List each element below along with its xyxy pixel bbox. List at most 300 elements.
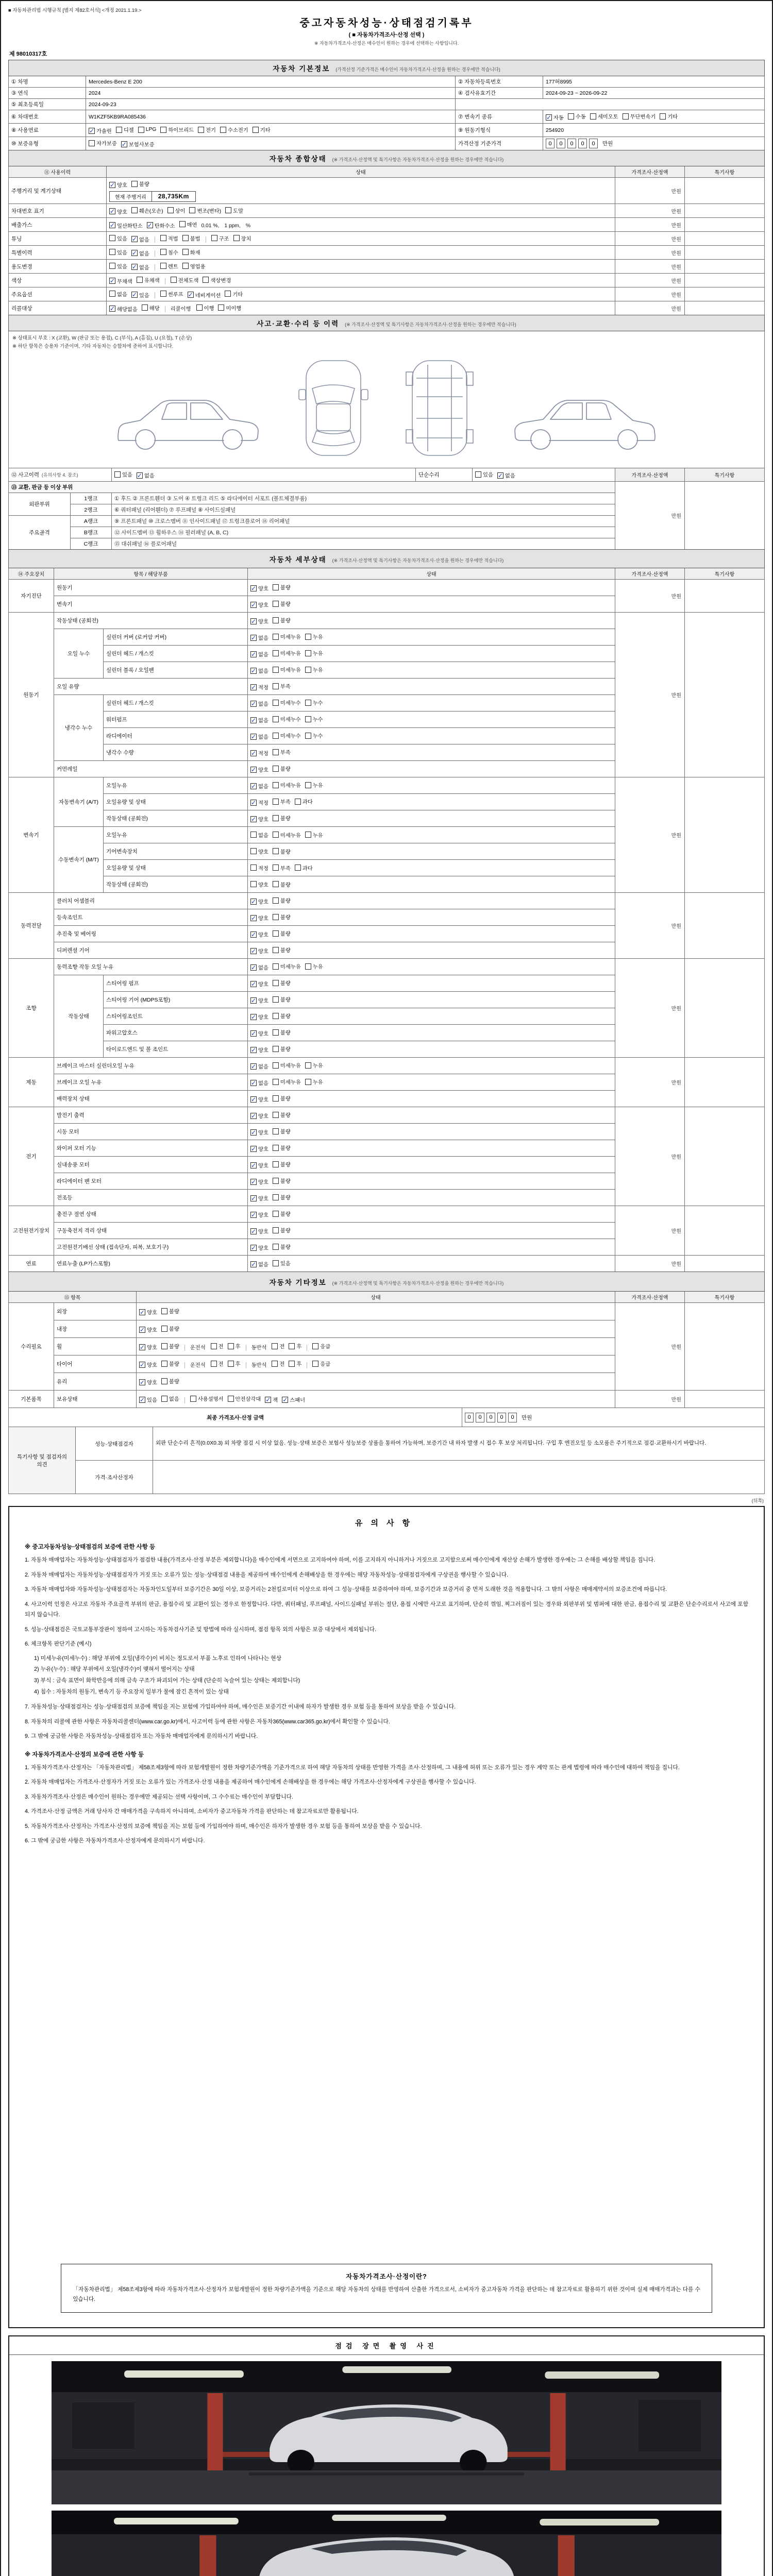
checkbox-양호[interactable] xyxy=(250,1013,268,1021)
checkbox-label: 없음 xyxy=(258,1064,268,1070)
checkbox-누유[interactable] xyxy=(305,666,323,673)
checkbox-불량[interactable] xyxy=(273,814,291,822)
state-checks xyxy=(248,975,615,992)
checkbox-후[interactable] xyxy=(228,1360,241,1367)
checkbox-미이행[interactable] xyxy=(218,304,241,312)
checkbox-일산화탄소[interactable] xyxy=(109,222,143,229)
checkbox-불량[interactable] xyxy=(273,979,291,987)
checkbox-있음[interactable] xyxy=(273,1259,291,1267)
checkbox-없음[interactable] xyxy=(497,471,515,479)
checkbox-양호[interactable] xyxy=(250,617,268,625)
table-row xyxy=(9,1107,765,1124)
checkbox-없음[interactable] xyxy=(250,831,268,839)
note-cell xyxy=(684,893,764,959)
rank-label: C랭크 xyxy=(71,538,112,550)
checkbox-잭[interactable] xyxy=(265,1396,278,1403)
checkbox-과다[interactable] xyxy=(295,798,313,805)
checkbox-불량[interactable] xyxy=(273,946,291,954)
checkbox-불량[interactable] xyxy=(273,583,291,591)
checkbox-세미오토[interactable] xyxy=(590,112,618,120)
checkbox-box-icon xyxy=(273,766,279,772)
item-label: 오일 유량 xyxy=(54,679,248,695)
checkbox-불량[interactable] xyxy=(273,765,291,772)
notice-item: 1. 자동차가격조사·산정자는 「자동차관리법」 제58조제3항에 따라 보험개발원이 정한 차량기준가액을 기준가격으로 하여 해당 자동차의 상태를 반영한 가격을 조사·산정하며, 그 내용에 허위 또는 오류가 있는 경우 계약 또는 관계 법령에 따라 매수인에 대하여 책임을 집니다. xyxy=(25,1764,680,1771)
table-row xyxy=(9,777,765,794)
checkbox-불량[interactable] xyxy=(161,1325,179,1332)
checkbox-누유[interactable] xyxy=(305,1061,323,1069)
checkbox-box-icon xyxy=(273,1029,279,1036)
checkbox-자가보증[interactable] xyxy=(89,139,117,147)
checkbox-label: 양호 xyxy=(258,768,268,773)
price-digit: 0 xyxy=(578,139,587,148)
checkbox-양호[interactable] xyxy=(250,1244,268,1251)
checkbox-미세누유[interactable] xyxy=(273,649,301,657)
checkbox-box-icon: ✓ xyxy=(137,471,142,479)
note-cell xyxy=(684,613,764,777)
checkbox-적정[interactable] xyxy=(250,799,268,806)
checkbox-전기[interactable] xyxy=(198,126,216,133)
checkbox-있음[interactable] xyxy=(131,291,149,299)
checkbox-양호[interactable] xyxy=(250,848,268,855)
price-cell: 만원 xyxy=(615,1391,684,1408)
checkbox-label: 전 xyxy=(279,1344,285,1350)
price-digit: 0 xyxy=(465,1413,474,1422)
checkbox-box-icon xyxy=(273,1079,279,1085)
checkbox-불량[interactable] xyxy=(273,1177,291,1184)
checkbox-없음[interactable] xyxy=(109,290,127,298)
car-diagram-band xyxy=(11,349,762,466)
price-cell: 만원 xyxy=(615,246,684,260)
checkbox-box-icon xyxy=(295,865,301,871)
checkbox-없음[interactable] xyxy=(131,249,149,257)
checkbox-box-icon: ✓ xyxy=(250,601,257,608)
inline-text: 운전석 xyxy=(190,1362,206,1368)
checkbox-유채색[interactable] xyxy=(137,276,160,284)
checkbox-없음[interactable] xyxy=(250,1079,268,1087)
checkbox-디젤[interactable] xyxy=(116,126,134,133)
checkbox-label: 자동 xyxy=(553,115,564,121)
checkbox-label: 화재 xyxy=(190,250,200,256)
checkbox-적정[interactable] xyxy=(250,749,268,757)
note-cell xyxy=(684,1256,764,1272)
checkbox-양호[interactable] xyxy=(250,996,268,1004)
checkbox-누수[interactable] xyxy=(305,699,323,706)
checkbox-label: 누유 xyxy=(312,964,323,970)
checkbox-box-icon: ✓ xyxy=(250,1046,257,1054)
final-price-digits xyxy=(465,1413,532,1422)
checkbox-불량[interactable] xyxy=(273,600,291,607)
item-label: 구동축전지 격리 상태 xyxy=(54,1223,248,1239)
checkbox-있음[interactable] xyxy=(475,470,493,478)
checkbox-없음[interactable] xyxy=(161,1395,179,1402)
checkbox-양호[interactable] xyxy=(139,1361,157,1368)
checkbox-양호[interactable] xyxy=(109,208,127,215)
checkbox-기타[interactable] xyxy=(225,290,243,298)
price-cell: 만원 xyxy=(615,260,684,274)
checkbox-후[interactable] xyxy=(228,1342,241,1350)
checkbox-label: 과다 xyxy=(302,800,313,805)
checkbox-기타[interactable] xyxy=(253,126,271,133)
checkbox-양호[interactable] xyxy=(250,584,268,592)
checkbox-양호[interactable] xyxy=(250,1029,268,1037)
checkbox-상이[interactable] xyxy=(167,207,186,214)
checkbox-부족[interactable] xyxy=(273,682,291,690)
checkbox-양호[interactable] xyxy=(250,1178,268,1185)
checkbox-양호[interactable] xyxy=(250,601,268,608)
checkbox-응급[interactable] xyxy=(312,1360,330,1367)
checkbox-도말[interactable] xyxy=(225,207,243,214)
checkbox-box-icon xyxy=(198,127,204,133)
checkbox-label: 유채색 xyxy=(144,278,160,284)
checkbox-label: 하이브리드 xyxy=(168,128,194,133)
checkbox-양호[interactable] xyxy=(250,897,268,905)
checkbox-자동[interactable] xyxy=(546,113,564,121)
checkbox-양호[interactable] xyxy=(250,1112,268,1120)
checkbox-무단변속기[interactable] xyxy=(623,112,656,120)
checkbox-label: 적정 xyxy=(258,751,268,757)
base-price-digits xyxy=(546,139,613,148)
checkbox-있음[interactable] xyxy=(139,1396,157,1403)
checkbox-양호[interactable] xyxy=(250,766,268,773)
checkbox-box-icon xyxy=(182,263,189,269)
checkbox-수소전기[interactable] xyxy=(220,126,248,133)
checkbox-썬루프[interactable] xyxy=(160,290,183,298)
checkbox-box-icon xyxy=(273,1161,279,1167)
item-label: 추진축 및 베어링 xyxy=(54,926,248,942)
checkbox-양호[interactable] xyxy=(109,181,127,189)
checkbox-색상변경[interactable] xyxy=(203,276,231,284)
empty-cell xyxy=(456,99,765,110)
state-checks xyxy=(248,1206,615,1223)
checkbox-box-icon xyxy=(131,181,138,187)
checkbox-label: 있음 xyxy=(139,293,149,299)
checkbox-양호[interactable] xyxy=(250,1095,268,1103)
checkbox-label: 후 xyxy=(235,1362,241,1367)
checkbox-후[interactable] xyxy=(289,1342,301,1350)
price-digit: 0 xyxy=(567,139,576,148)
checkbox-label: 불량 xyxy=(280,618,291,624)
checkbox-없음[interactable] xyxy=(250,716,268,724)
field-label-car-name: ① 차명 xyxy=(9,76,86,88)
item-label: 고전원전기배선 상태 (접속단자, 피복, 보호기구) xyxy=(54,1239,248,1256)
history-label-vin-mark: 차대번호 표기 xyxy=(9,204,107,218)
checkbox-양호[interactable] xyxy=(250,1211,268,1218)
checkbox-영업용[interactable] xyxy=(182,262,206,270)
checkbox-스패너[interactable] xyxy=(282,1396,305,1403)
checkbox-label: 없음 xyxy=(258,636,268,641)
history-label-usage-change: 용도변경 xyxy=(9,260,107,274)
checkbox-누유[interactable] xyxy=(305,781,323,789)
checkbox-box-icon xyxy=(109,263,115,269)
checkbox-누유[interactable] xyxy=(305,831,323,839)
checkbox-부족[interactable] xyxy=(273,748,291,756)
checkbox-box-icon: ✓ xyxy=(109,181,115,189)
checkbox-불량[interactable] xyxy=(273,995,291,1003)
checkbox-누유[interactable] xyxy=(305,633,323,640)
checkbox-네비게이션[interactable] xyxy=(188,291,221,299)
checkbox-불량[interactable] xyxy=(273,913,291,921)
checkbox-없음[interactable] xyxy=(250,733,268,740)
checkbox-후[interactable] xyxy=(289,1360,301,1367)
checkbox-불량[interactable] xyxy=(273,1045,291,1053)
checkbox-장치[interactable] xyxy=(233,234,251,242)
checkbox-label: 구조 xyxy=(219,236,229,242)
checkbox-없음[interactable] xyxy=(250,1062,268,1070)
checkbox-불량[interactable] xyxy=(161,1377,179,1385)
checkbox-전[interactable] xyxy=(211,1342,224,1350)
checkbox-없음[interactable] xyxy=(250,700,268,707)
checkbox-불량[interactable] xyxy=(161,1342,179,1350)
checkbox-보험사보증[interactable] xyxy=(121,140,155,148)
item-label: 스티어링 기어 (MDPS포함) xyxy=(104,992,248,1008)
checkbox-적법[interactable] xyxy=(160,234,178,242)
checkbox-미세누유[interactable] xyxy=(273,633,301,640)
checkbox-label: 양호 xyxy=(258,900,268,905)
checkbox-label: 양호 xyxy=(258,586,268,592)
checkbox-누유[interactable] xyxy=(305,1078,323,1086)
checkbox-label: 과다 xyxy=(302,866,313,872)
checkbox-box-icon: ✓ xyxy=(131,235,137,243)
checkbox-label: 양호 xyxy=(258,817,268,823)
checkbox-훼손(오손)[interactable] xyxy=(131,207,163,214)
col-price: 가격조사·산정액 xyxy=(615,1292,684,1303)
checkbox-가솔린[interactable] xyxy=(89,127,112,134)
checkbox-변조(변타)[interactable] xyxy=(189,207,221,214)
checkbox-box-icon xyxy=(273,1128,279,1134)
checkbox-양호[interactable] xyxy=(250,914,268,922)
checkbox-양호[interactable] xyxy=(250,1227,268,1235)
checkbox-누수[interactable] xyxy=(305,715,323,723)
checkbox-box-icon: ✓ xyxy=(250,980,257,988)
rank-label: A랭크 xyxy=(71,516,112,527)
checkbox-label: 누유 xyxy=(312,1063,323,1069)
checkbox-양호[interactable] xyxy=(250,1046,268,1054)
checkbox-전체도색[interactable] xyxy=(171,276,199,284)
checkbox-구조[interactable] xyxy=(211,234,229,242)
section-basic-titlebar xyxy=(9,60,765,76)
col-state: 상태 xyxy=(107,166,615,178)
checkbox-수동[interactable] xyxy=(568,112,586,120)
checkbox-box-icon xyxy=(228,1343,234,1349)
notice-item: 7. 자동차성능·상태점검자는 성능·상태점검의 보증에 책임을 지는 보험에 가입하여야 하며, 매수인은 보증기간 이내에 하자가 발생한 경우 보험 등을 통하여 보상을 받을 수 있습니다. xyxy=(25,1704,456,1710)
checkbox-전[interactable] xyxy=(272,1342,284,1350)
checkbox-양호[interactable] xyxy=(139,1343,157,1351)
section-note-detail: (※ 가격조사·산정액 및 특기사항은 자동차가격조사·산정을 원하는 경우에만 적습니다) xyxy=(332,557,504,563)
checkbox-누유[interactable] xyxy=(305,962,323,970)
checkbox-label: 불량 xyxy=(280,1014,291,1020)
checkbox-있음[interactable] xyxy=(109,248,127,256)
history-label-odometer: 주행거리 및 계기상태 xyxy=(9,178,107,204)
checkbox-이행[interactable] xyxy=(196,304,214,312)
checkbox-없음[interactable] xyxy=(131,235,149,243)
checkbox-양호[interactable] xyxy=(250,930,268,938)
checkbox-box-icon xyxy=(273,930,279,937)
checkbox-미세누수[interactable] xyxy=(273,699,301,706)
checkbox-양호[interactable] xyxy=(139,1378,157,1386)
checkbox-미세누유[interactable] xyxy=(273,1061,301,1069)
checkbox-없음[interactable] xyxy=(131,263,149,271)
section-detail-titlebar xyxy=(9,550,765,568)
checkbox-양호[interactable] xyxy=(250,947,268,955)
checkbox-양호[interactable] xyxy=(250,1128,268,1136)
checkbox-불량[interactable] xyxy=(273,848,291,855)
vehicle-type-legend: ※ 하단 항목은 승용차 기준이며, 기타 자동차는 승합차에 준하여 표시합니다. xyxy=(12,344,174,349)
price-cell: 만원 xyxy=(615,218,684,232)
checkbox-불량[interactable] xyxy=(273,1127,291,1135)
checkbox-없음[interactable] xyxy=(250,963,268,971)
checkbox-누유[interactable] xyxy=(305,649,323,657)
checkbox-미세누유[interactable] xyxy=(273,666,301,673)
checkbox-불량[interactable] xyxy=(273,929,291,937)
inspection-photo-2 xyxy=(52,2511,721,2576)
checkbox-없음[interactable] xyxy=(137,471,155,479)
notice-item: 3. 자동차가격조사·산정은 매수인이 원하는 경우에만 제공되는 선택 사항이며, 그 수수료는 매수인이 부담합니다. xyxy=(25,1793,293,1800)
checkbox-불량[interactable] xyxy=(273,616,291,624)
checkbox-label: 없음 xyxy=(258,833,268,839)
checkbox-과다[interactable] xyxy=(295,864,313,872)
checkbox-box-icon xyxy=(273,996,279,1003)
checkbox-미세누수[interactable] xyxy=(273,715,301,723)
checkbox-사용설명서[interactable] xyxy=(190,1395,224,1402)
checkbox-무채색[interactable] xyxy=(109,277,132,285)
checkbox-box-icon: ✓ xyxy=(109,222,115,229)
checkbox-불량[interactable] xyxy=(161,1307,179,1315)
notice-item: 1) 미세누유(미세누수) : 해당 부위에 오일(냉각수)이 비치는 정도로서 부품 노후로 인하여 나타나는 현상 xyxy=(34,1655,282,1662)
checkbox-화재[interactable] xyxy=(182,248,200,256)
checkbox-불량[interactable] xyxy=(131,180,149,188)
checkbox-렌트[interactable] xyxy=(160,262,178,270)
checkbox-미세누수[interactable] xyxy=(273,732,301,739)
checkbox-있음[interactable] xyxy=(114,470,132,478)
checkbox-미세누유[interactable] xyxy=(273,962,301,970)
checkbox-불량[interactable] xyxy=(273,1028,291,1036)
notice-item: 4) 침수 : 자동차의 원동기, 변속기 등 주요장치 일부가 물에 잠긴 흔적이 있는 상태 xyxy=(34,1689,229,1696)
checkbox-없음[interactable] xyxy=(250,782,268,790)
transmission-checks xyxy=(543,110,765,124)
checkbox-전[interactable] xyxy=(211,1360,224,1367)
col-note: 특기사항 xyxy=(684,568,764,580)
checkbox-label: 변조(변타) xyxy=(197,208,222,214)
item-label: 시동 모터 xyxy=(54,1124,248,1140)
checkbox-불량[interactable] xyxy=(273,1094,291,1102)
item-label: 스티어링 펌프 xyxy=(104,975,248,992)
item-label: 작동상태 (공회전) xyxy=(54,613,248,629)
checkbox-label: 불량 xyxy=(280,1179,291,1184)
checkbox-응급[interactable] xyxy=(312,1342,330,1350)
checkbox-불량[interactable] xyxy=(273,880,291,888)
checkbox-box-icon xyxy=(161,1361,167,1367)
checkbox-box-icon xyxy=(203,277,209,283)
checkbox-양호[interactable] xyxy=(139,1326,157,1333)
checkbox-label: 불량 xyxy=(280,1129,291,1135)
checkbox-label: 불법 xyxy=(190,236,200,242)
checkbox-매연[interactable] xyxy=(179,221,197,228)
checkbox-불량[interactable] xyxy=(273,1193,291,1201)
item-label: 디퍼렌셜 기어 xyxy=(54,942,248,959)
device-group-label: 제동 xyxy=(9,1058,54,1107)
checkbox-없음[interactable] xyxy=(250,1260,268,1268)
checkbox-불량[interactable] xyxy=(273,1226,291,1234)
checkbox-미세누유[interactable] xyxy=(273,1078,301,1086)
col-item: 항목 / 해당부품 xyxy=(54,568,248,580)
checkbox-없음[interactable] xyxy=(250,634,268,641)
inline-text: 동반석 xyxy=(251,1345,267,1351)
checkbox-적정[interactable] xyxy=(250,683,268,691)
checkbox-양호[interactable] xyxy=(250,1194,268,1202)
checkbox-해당없음[interactable] xyxy=(109,305,138,313)
checkbox-안전삼각대[interactable] xyxy=(228,1395,261,1402)
checkbox-label: 전기 xyxy=(206,128,216,133)
checkbox-label: 전 xyxy=(218,1362,224,1367)
checkbox-box-icon xyxy=(289,1343,295,1349)
checkbox-불량[interactable] xyxy=(273,1243,291,1250)
checkbox-불량[interactable] xyxy=(273,1210,291,1217)
item-label: 워터펌프 xyxy=(104,711,248,728)
checkbox-있음[interactable] xyxy=(109,234,127,242)
checkbox-label: 불량 xyxy=(280,1245,291,1250)
checkbox-없음[interactable] xyxy=(250,667,268,674)
checkbox-탄화수소[interactable] xyxy=(147,222,175,229)
item-label: 작동상태 (공회전) xyxy=(104,810,248,827)
note-cell xyxy=(684,218,764,232)
checkbox-하이브리드[interactable] xyxy=(160,126,194,133)
checkbox-불량[interactable] xyxy=(273,896,291,904)
item-label: 발전기 출력 xyxy=(54,1107,248,1124)
document-number: 제 98010317호 xyxy=(9,51,47,57)
checkbox-해당[interactable] xyxy=(142,304,160,312)
state-checks xyxy=(248,761,615,777)
checkbox-양호[interactable] xyxy=(250,980,268,988)
checkbox-label: 있음 xyxy=(122,472,132,478)
checkbox-label: 불량 xyxy=(280,602,291,607)
checkbox-label: 무채색 xyxy=(117,279,132,285)
checkbox-부족[interactable] xyxy=(273,798,291,805)
checkbox-양호[interactable] xyxy=(250,815,268,823)
checkbox-기타[interactable] xyxy=(660,112,678,120)
checkbox-불법[interactable] xyxy=(182,234,200,242)
checkbox-불량[interactable] xyxy=(273,1111,291,1118)
checkbox-미세누유[interactable] xyxy=(273,831,301,839)
checkbox-양호[interactable] xyxy=(139,1308,157,1316)
checkbox-적정[interactable] xyxy=(250,864,268,872)
checkbox-box-icon xyxy=(250,848,257,854)
checkbox-양호[interactable] xyxy=(250,880,268,888)
notice-section xyxy=(8,1506,765,2328)
checkbox-LPG[interactable] xyxy=(138,127,157,133)
checkbox-label: 없음 xyxy=(117,292,127,298)
checkbox-누수[interactable] xyxy=(305,732,323,739)
checkbox-box-icon xyxy=(190,1396,196,1402)
checkbox-불량[interactable] xyxy=(161,1360,179,1367)
item-label: 오일유량 및 상태 xyxy=(104,794,248,810)
state-symbol-legend: ※ 상태표시 부호 : X (교환), W (판금 또는 용접), C (부식), A (흠집), U (요철), T (손상) xyxy=(12,335,192,341)
checkbox-label: 없음 xyxy=(169,1397,179,1402)
checkbox-불량[interactable] xyxy=(273,1160,291,1168)
checkbox-있음[interactable] xyxy=(109,262,127,270)
checkbox-불량[interactable] xyxy=(273,1144,291,1151)
checkbox-없음[interactable] xyxy=(250,650,268,658)
checkbox-부족[interactable] xyxy=(273,864,291,872)
checkbox-미세누유[interactable] xyxy=(273,781,301,789)
checkbox-불량[interactable] xyxy=(273,1012,291,1020)
checkbox-전[interactable] xyxy=(272,1360,284,1367)
emission-checks xyxy=(107,218,615,232)
checkbox-label: 없음 xyxy=(258,784,268,790)
checkbox-양호[interactable] xyxy=(250,1145,268,1153)
checkbox-침수[interactable] xyxy=(160,248,178,256)
checkbox-label: 양호 xyxy=(258,1163,268,1169)
checkbox-양호[interactable] xyxy=(250,1161,268,1169)
